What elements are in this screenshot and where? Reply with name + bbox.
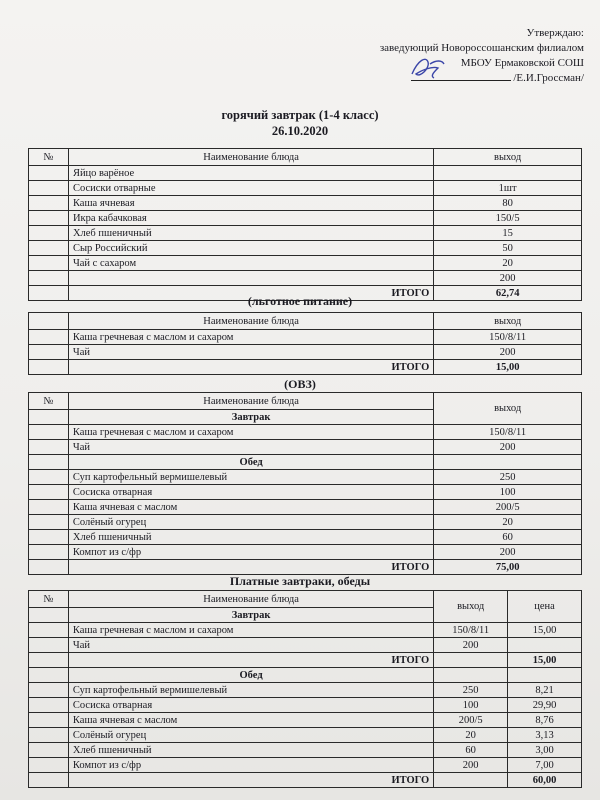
dish-name: Суп картофельный вермишелевый [68, 470, 433, 485]
dish-output: 20 [434, 256, 582, 271]
dish-name: Сосиска отварная [68, 485, 433, 500]
dish-output: 200 [434, 638, 508, 653]
dish-output [434, 166, 582, 181]
dish-name: Сыр Российский [68, 241, 433, 256]
table-row [29, 241, 582, 256]
table-row [29, 330, 582, 345]
table-row [29, 211, 582, 226]
dish-name: Хлеб пшеничный [68, 226, 433, 241]
col-dish-name: Наименование блюда [68, 591, 433, 608]
table-row [29, 485, 582, 500]
approval-block [324, 26, 584, 86]
table-header [29, 591, 582, 608]
dish-name: Каша гречневая с маслом и сахаром [68, 623, 433, 638]
table-row [29, 530, 582, 545]
total-value: 60,00 [508, 773, 582, 788]
col-output: выход [434, 149, 582, 166]
dish-output: 200 [434, 545, 582, 560]
total-value: 15,00 [434, 360, 582, 375]
table-row [29, 728, 582, 743]
total-row [29, 360, 582, 375]
menu-table-ovz [28, 392, 582, 575]
dish-output: 60 [434, 743, 508, 758]
total-label: ИТОГО [68, 653, 433, 668]
table-row [29, 683, 582, 698]
dish-name: Хлеб пшеничный [68, 530, 433, 545]
dish-name: Икра кабачковая [68, 211, 433, 226]
col-dish-name: Наименование блюда [68, 393, 433, 410]
dish-price: 3,00 [508, 743, 582, 758]
table-row [29, 345, 582, 360]
menu-table-hot-breakfast [28, 148, 582, 301]
approve-name: /Е.И.Гроссман/ [513, 72, 584, 84]
total-value: 15,00 [508, 653, 582, 668]
table-row [29, 166, 582, 181]
handwritten-signature [408, 52, 448, 84]
dish-output: 50 [434, 241, 582, 256]
dish-name: Каша ячневая с маслом [68, 500, 433, 515]
dish-name: Компот из с/фр [68, 545, 433, 560]
col-dish-name: Наименование блюда [68, 149, 433, 166]
total-row [29, 653, 582, 668]
dish-name: Солёный огурец [68, 728, 433, 743]
dish-output: 1шт [434, 181, 582, 196]
dish-output: 200 [434, 271, 582, 286]
dish-output: 200 [434, 345, 582, 360]
col-output: выход [434, 393, 582, 425]
total-label: ИТОГО [68, 286, 433, 301]
table-row [29, 713, 582, 728]
col-number: № [29, 149, 69, 166]
dish-name: Чай [68, 638, 433, 653]
total-label: ИТОГО [68, 560, 433, 575]
dish-price [508, 638, 582, 653]
dish-name [68, 271, 433, 286]
dish-name: Каша гречневая с маслом и сахаром [68, 425, 433, 440]
table-row [29, 256, 582, 271]
dish-name: Каша ячневая с маслом [68, 713, 433, 728]
dish-name: Сосиски отварные [68, 181, 433, 196]
menu-table-benefit [28, 312, 582, 375]
table-header [29, 149, 582, 166]
approve-organization: МБОУ Ермаковской СОШ [460, 57, 584, 69]
table-row [29, 196, 582, 211]
dish-price: 8,21 [508, 683, 582, 698]
dish-name: Солёный огурец [68, 515, 433, 530]
table-row [29, 515, 582, 530]
approve-signature-row [324, 71, 584, 86]
total-label: ИТОГО [68, 773, 433, 788]
dish-output: 100 [434, 485, 582, 500]
table-row [29, 623, 582, 638]
meal-lunch: Обед [68, 668, 433, 683]
section-title-benefit: (льготное питание) [247, 294, 353, 308]
document-title: горячий завтрак (1-4 класс) [221, 108, 379, 122]
dish-output: 250 [434, 470, 582, 485]
subheader-row [29, 668, 582, 683]
table-header [29, 393, 582, 410]
subheader-row [29, 455, 582, 470]
table-row [29, 181, 582, 196]
dish-name: Суп картофельный вермишелевый [68, 683, 433, 698]
dish-output: 150/5 [434, 211, 582, 226]
dish-output: 20 [434, 515, 582, 530]
dish-name: Каша гречневая с маслом и сахаром [68, 330, 433, 345]
dish-name: Хлеб пшеничный [68, 743, 433, 758]
dish-price: 29,90 [508, 698, 582, 713]
dish-name: Яйцо варёное [68, 166, 433, 181]
approve-line: Утверждаю: [526, 27, 584, 39]
dish-price: 3,13 [508, 728, 582, 743]
table-row [29, 545, 582, 560]
dish-price: 8,76 [508, 713, 582, 728]
table-row [29, 440, 582, 455]
col-price: цена [508, 591, 582, 623]
table-row [29, 500, 582, 515]
dish-output: 250 [434, 683, 508, 698]
dish-output: 150/8/11 [434, 623, 508, 638]
dish-output: 200 [434, 758, 508, 773]
approve-position: заведующий Новороссошанским филиалом [379, 42, 584, 54]
dish-output: 200/5 [434, 713, 508, 728]
table-row [29, 638, 582, 653]
table-row [29, 758, 582, 773]
total-label: ИТОГО [68, 360, 433, 375]
table-row [29, 698, 582, 713]
col-number: № [29, 393, 69, 410]
dish-name: Чай [68, 440, 433, 455]
col-number: № [29, 591, 69, 608]
dish-output: 80 [434, 196, 582, 211]
dish-output: 20 [434, 728, 508, 743]
table-row [29, 271, 582, 286]
table-header [29, 313, 582, 330]
total-row [29, 560, 582, 575]
dish-output: 100 [434, 698, 508, 713]
table-row [29, 226, 582, 241]
col-output: выход [434, 313, 582, 330]
dish-output: 150/8/11 [434, 330, 582, 345]
dish-price: 7,00 [508, 758, 582, 773]
section-title-paid: Платные завтраки, обеды [229, 574, 371, 588]
dish-output: 15 [434, 226, 582, 241]
dish-output: 200/5 [434, 500, 582, 515]
meal-lunch: Обед [68, 455, 433, 470]
dish-price: 15,00 [508, 623, 582, 638]
table-row [29, 425, 582, 440]
dish-output: 150/8/11 [434, 425, 582, 440]
col-dish-name: Наименование блюда [68, 313, 433, 330]
meal-breakfast: Завтрак [68, 410, 433, 425]
dish-output: 60 [434, 530, 582, 545]
dish-name: Каша ячневая [68, 196, 433, 211]
total-value: 62,74 [434, 286, 582, 301]
table-row [29, 743, 582, 758]
dish-name: Компот из с/фр [68, 758, 433, 773]
menu-table-paid [28, 590, 582, 788]
dish-name: Чай [68, 345, 433, 360]
total-value: 75,00 [434, 560, 582, 575]
meal-breakfast: Завтрак [68, 608, 433, 623]
total-row [29, 773, 582, 788]
document-date: 26.10.2020 [271, 124, 329, 138]
dish-output: 200 [434, 440, 582, 455]
col-output: выход [434, 591, 508, 623]
dish-name: Сосиска отварная [68, 698, 433, 713]
section-title-ovz: (ОВЗ) [284, 377, 316, 391]
dish-name: Чай с сахаром [68, 256, 433, 271]
table-row [29, 470, 582, 485]
